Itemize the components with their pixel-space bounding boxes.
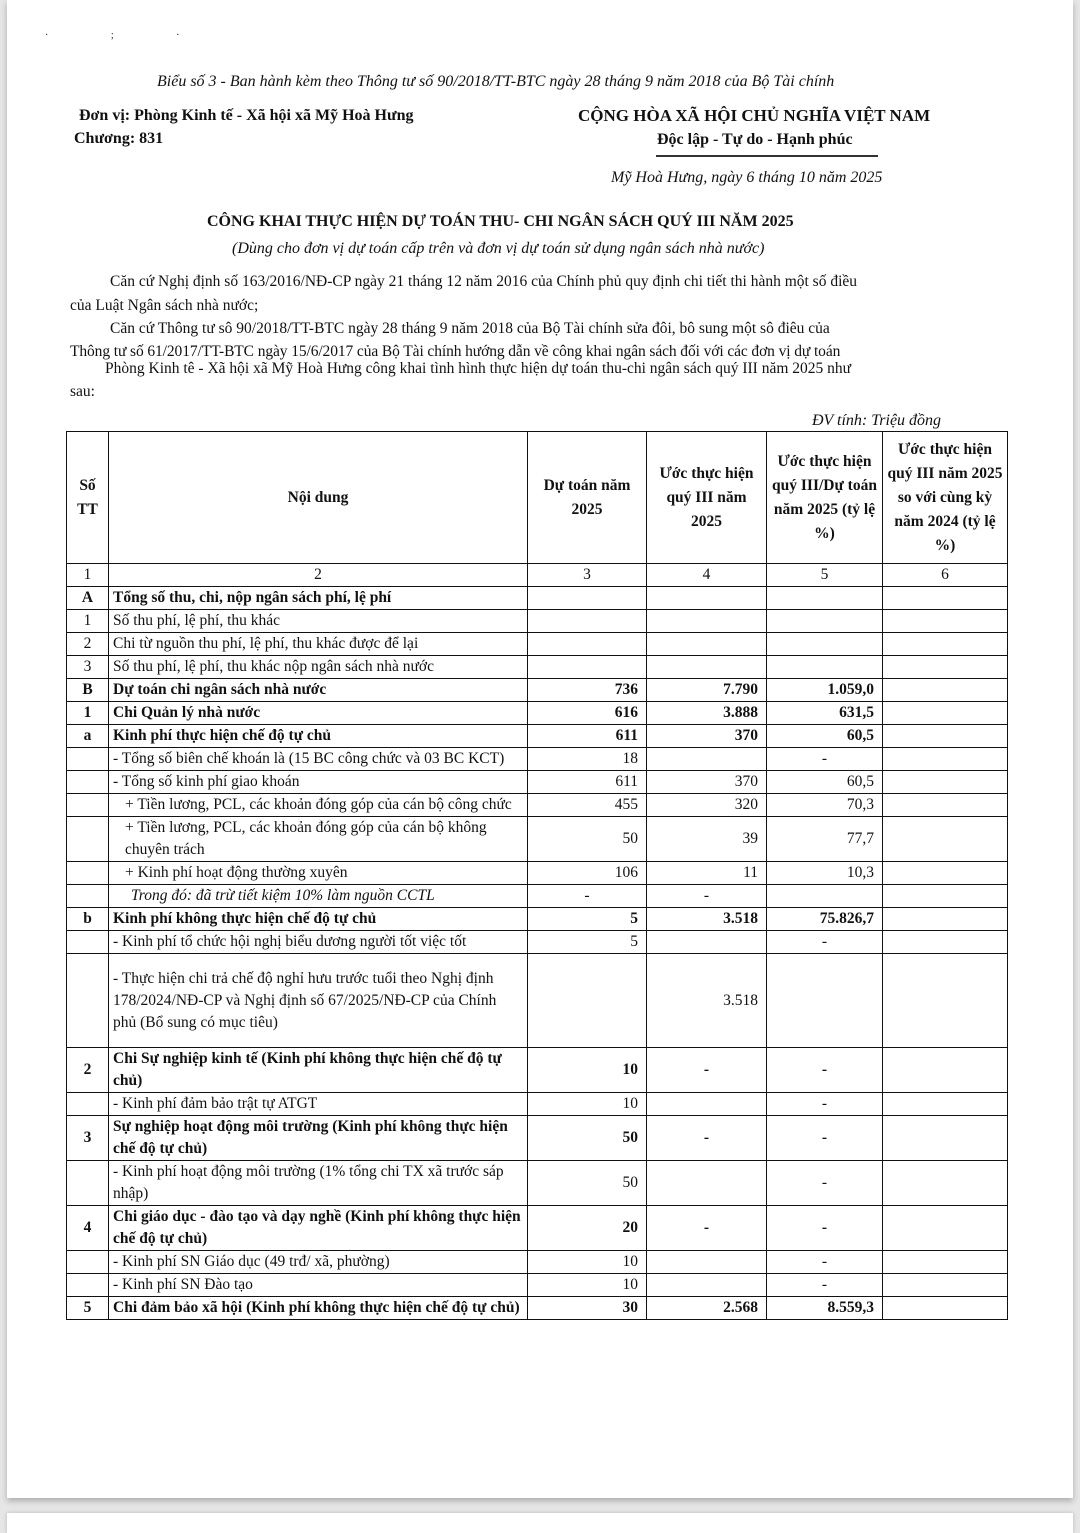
cell-ratio-budget: - bbox=[767, 1093, 883, 1116]
cell-content: + Kinh phí hoạt động thường xuyên bbox=[109, 862, 528, 885]
header-ratio-prev: Ước thực hiện quý III năm 2025 so với cùng kỳ năm 2024 (tỷ lệ %) bbox=[883, 432, 1008, 564]
cell-stt: 2 bbox=[67, 1048, 109, 1093]
table-row bbox=[67, 656, 1008, 679]
cell-ratio-prev bbox=[883, 1093, 1008, 1116]
cell-ratio-prev bbox=[883, 931, 1008, 954]
preamble-1-line-1: Căn cứ Nghị định số 163/2016/NĐ-CP ngày 21 tháng 12 năm 2016 của Chính phủ quy định chi tiết thi hành một số điều bbox=[110, 273, 858, 290]
cell-stt bbox=[67, 862, 109, 885]
cell-stt: b bbox=[67, 908, 109, 931]
cell-budget: - bbox=[528, 885, 647, 908]
table-row bbox=[67, 908, 1008, 931]
table-row bbox=[67, 817, 1008, 862]
cell-content: - Kinh phí SN Giáo dục (49 trđ/ xã, phường) bbox=[109, 1251, 528, 1274]
cell-ratio-prev bbox=[883, 633, 1008, 656]
cell-estimate: 11 bbox=[647, 862, 767, 885]
cell-ratio-budget: 77,7 bbox=[767, 817, 883, 862]
cell-budget bbox=[528, 954, 647, 1048]
form-note: Biểu số 3 - Ban hành kèm theo Thông tư số 90/2018/TT-BTC ngày 28 tháng 9 năm 2018 của Bộ Tài chính bbox=[157, 73, 835, 90]
column-number: 5 bbox=[767, 564, 883, 587]
cell-estimate: 2.568 bbox=[647, 1297, 767, 1320]
cell-stt: 3 bbox=[67, 1116, 109, 1161]
cell-ratio-prev bbox=[883, 954, 1008, 1048]
cell-ratio-budget: 8.559,3 bbox=[767, 1297, 883, 1320]
next-page-edge bbox=[7, 1513, 1073, 1533]
motto-underline bbox=[656, 155, 878, 157]
cell-content: Chi giáo dục - đào tạo và dạy nghề (Kinh phí không thực hiện chế độ tự chủ) bbox=[109, 1206, 528, 1251]
cell-ratio-budget bbox=[767, 885, 883, 908]
cell-estimate: - bbox=[647, 885, 767, 908]
cell-estimate bbox=[647, 633, 767, 656]
cell-ratio-prev bbox=[883, 862, 1008, 885]
cell-content: Chi Sự nghiệp kinh tế (Kinh phí không thực hiện chế độ tự chủ) bbox=[109, 1048, 528, 1093]
cell-ratio-prev bbox=[883, 885, 1008, 908]
cell-ratio-prev bbox=[883, 1206, 1008, 1251]
cell-stt bbox=[67, 954, 109, 1048]
cell-estimate: - bbox=[647, 1116, 767, 1161]
cell-ratio-prev bbox=[883, 725, 1008, 748]
column-number: 3 bbox=[528, 564, 647, 587]
cell-budget: 616 bbox=[528, 702, 647, 725]
cell-ratio-budget bbox=[767, 954, 883, 1048]
header-stt: Số TT bbox=[67, 432, 109, 564]
cell-ratio-budget: 10,3 bbox=[767, 862, 883, 885]
cell-content: Tổng số thu, chi, nộp ngân sách phí, lệ phí bbox=[109, 587, 528, 610]
cell-ratio-budget: - bbox=[767, 1206, 883, 1251]
cell-ratio-budget bbox=[767, 656, 883, 679]
cell-content: + Tiền lương, PCL, các khoản đóng góp của cán bộ công chức bbox=[109, 794, 528, 817]
table-row bbox=[67, 1116, 1008, 1161]
preamble-2-line-2: Thông tư số 61/2017/TT-BTC ngày 15/6/2017 của Bộ Tài chính hướng dẫn về công khai ngân sách đối với các đơn vị dự toán bbox=[70, 343, 841, 360]
header-content: Nội dung bbox=[109, 432, 528, 564]
cell-estimate: 3.518 bbox=[647, 954, 767, 1048]
cell-stt bbox=[67, 1093, 109, 1116]
cell-budget: 30 bbox=[528, 1297, 647, 1320]
table-row bbox=[67, 1297, 1008, 1320]
cell-stt bbox=[67, 771, 109, 794]
table-row bbox=[67, 1251, 1008, 1274]
cell-content: - Tổng số biên chế khoán là (15 BC công chức và 03 BC KCT) bbox=[109, 748, 528, 771]
unit-name: Đơn vị: Phòng Kinh tế - Xã hội xã Mỹ Hoà Hưng bbox=[79, 107, 414, 124]
cell-estimate: 39 bbox=[647, 817, 767, 862]
cell-ratio-prev bbox=[883, 1161, 1008, 1206]
cell-ratio-prev bbox=[883, 702, 1008, 725]
cell-estimate: - bbox=[647, 1206, 767, 1251]
preamble-1-line-2: của Luật Ngân sách nhà nước; bbox=[70, 297, 259, 314]
table-row bbox=[67, 1093, 1008, 1116]
cell-ratio-budget: 60,5 bbox=[767, 771, 883, 794]
cell-estimate: 370 bbox=[647, 771, 767, 794]
national-motto: Độc lập - Tự do - Hạnh phúc bbox=[657, 131, 853, 148]
cell-ratio-prev bbox=[883, 656, 1008, 679]
cell-content: - Kinh phí hoạt động môi trường (1% tổng chi TX xã trước sáp nhập) bbox=[109, 1161, 528, 1206]
table-row bbox=[67, 610, 1008, 633]
cell-budget: 455 bbox=[528, 794, 647, 817]
table-row bbox=[67, 679, 1008, 702]
cell-estimate: 3.888 bbox=[647, 702, 767, 725]
cell-stt bbox=[67, 794, 109, 817]
cell-estimate bbox=[647, 1251, 767, 1274]
cell-content: Trong đó: đã trừ tiết kiệm 10% làm nguồn CCTL bbox=[109, 885, 528, 908]
table-row bbox=[67, 931, 1008, 954]
cell-stt: 4 bbox=[67, 1206, 109, 1251]
cell-content: - Kinh phí đảm bảo trật tự ATGT bbox=[109, 1093, 528, 1116]
table-row bbox=[67, 862, 1008, 885]
cell-content: - Thực hiện chi trả chế độ nghỉ hưu trước tuổi theo Nghị định 178/2024/NĐ-CP và Nghị định số 67/2025/NĐ-CP của Chính phủ (Bổ sung có mục tiêu) bbox=[109, 954, 528, 1048]
cell-ratio-budget bbox=[767, 610, 883, 633]
cell-ratio-budget: - bbox=[767, 931, 883, 954]
cell-content: Số thu phí, lệ phí, thu khác bbox=[109, 610, 528, 633]
chapter-code: Chương: 831 bbox=[74, 130, 164, 147]
cell-ratio-budget: - bbox=[767, 1048, 883, 1093]
cell-estimate: - bbox=[647, 1048, 767, 1093]
cell-budget: 50 bbox=[528, 1116, 647, 1161]
header-ratio-budget: Ước thực hiện quý III/Dự toán năm 2025 (tỷ lệ %) bbox=[767, 432, 883, 564]
column-number-row bbox=[67, 564, 1008, 587]
cell-ratio-budget: - bbox=[767, 748, 883, 771]
cell-content: Kinh phí thực hiện chế độ tự chủ bbox=[109, 725, 528, 748]
cell-content: Sự nghiệp hoạt động môi trường (Kinh phí không thực hiện chế độ tự chủ) bbox=[109, 1116, 528, 1161]
cell-stt bbox=[67, 885, 109, 908]
cell-content: - Kinh phí tổ chức hội nghị biểu dương người tốt việc tốt bbox=[109, 931, 528, 954]
cell-ratio-prev bbox=[883, 1251, 1008, 1274]
cell-ratio-prev bbox=[883, 610, 1008, 633]
scan-specks: · ; · bbox=[45, 30, 210, 41]
cell-estimate bbox=[647, 587, 767, 610]
cell-stt: 5 bbox=[67, 1297, 109, 1320]
cell-budget bbox=[528, 587, 647, 610]
cell-ratio-prev bbox=[883, 817, 1008, 862]
cell-ratio-prev bbox=[883, 794, 1008, 817]
table-row bbox=[67, 587, 1008, 610]
cell-estimate bbox=[647, 610, 767, 633]
cell-estimate bbox=[647, 656, 767, 679]
cell-content: Dự toán chi ngân sách nhà nước bbox=[109, 679, 528, 702]
cell-budget: 20 bbox=[528, 1206, 647, 1251]
cell-budget: 50 bbox=[528, 1161, 647, 1206]
cell-budget: 50 bbox=[528, 817, 647, 862]
cell-content: Chi đảm bảo xã hội (Kinh phí không thực hiện chế độ tự chủ) bbox=[109, 1297, 528, 1320]
cell-ratio-prev bbox=[883, 748, 1008, 771]
cell-ratio-budget: - bbox=[767, 1161, 883, 1206]
cell-ratio-budget: - bbox=[767, 1274, 883, 1297]
cell-content: - Kinh phí SN Đào tạo bbox=[109, 1274, 528, 1297]
column-number: 6 bbox=[883, 564, 1008, 587]
table-row bbox=[67, 794, 1008, 817]
cell-budget bbox=[528, 656, 647, 679]
cell-stt bbox=[67, 1251, 109, 1274]
cell-budget: 736 bbox=[528, 679, 647, 702]
cell-content: + Tiền lương, PCL, các khoản đóng góp của cán bộ không chuyên trách bbox=[109, 817, 528, 862]
table-row bbox=[67, 633, 1008, 656]
cell-ratio-prev bbox=[883, 908, 1008, 931]
table-row bbox=[67, 1048, 1008, 1093]
column-number: 4 bbox=[647, 564, 767, 587]
cell-estimate: 320 bbox=[647, 794, 767, 817]
cell-ratio-budget bbox=[767, 587, 883, 610]
cell-estimate: 3.518 bbox=[647, 908, 767, 931]
cell-budget: 10 bbox=[528, 1251, 647, 1274]
table-body bbox=[67, 587, 1008, 1320]
cell-ratio-budget: 60,5 bbox=[767, 725, 883, 748]
cell-budget: 106 bbox=[528, 862, 647, 885]
table-row bbox=[67, 885, 1008, 908]
table-row bbox=[67, 725, 1008, 748]
header-budget: Dự toán năm 2025 bbox=[528, 432, 647, 564]
cell-content: Chi từ nguồn thu phí, lệ phí, thu khác được để lại bbox=[109, 633, 528, 656]
cell-ratio-prev bbox=[883, 1297, 1008, 1320]
cell-ratio-prev bbox=[883, 587, 1008, 610]
cell-budget: 10 bbox=[528, 1093, 647, 1116]
table-row bbox=[67, 1206, 1008, 1251]
cell-stt: 1 bbox=[67, 610, 109, 633]
cell-estimate bbox=[647, 1093, 767, 1116]
cell-estimate: 370 bbox=[647, 725, 767, 748]
cell-stt: a bbox=[67, 725, 109, 748]
cell-stt: 3 bbox=[67, 656, 109, 679]
preamble-3-line-2: sau: bbox=[70, 383, 95, 400]
place-date: Mỹ Hoà Hưng, ngày 6 tháng 10 năm 2025 bbox=[611, 169, 883, 186]
preamble-2-line-1: Căn cứ Thông tư sô 90/2018/TT-BTC ngày 28 tháng 9 năm 2018 của Bộ Tài chính sửa đôi, bô sung một sô điêu của bbox=[110, 320, 830, 337]
table-row bbox=[67, 1274, 1008, 1297]
cell-ratio-budget: 631,5 bbox=[767, 702, 883, 725]
cell-budget bbox=[528, 633, 647, 656]
cell-budget: 18 bbox=[528, 748, 647, 771]
table-header-row bbox=[67, 432, 1008, 564]
cell-ratio-prev bbox=[883, 1274, 1008, 1297]
document-title: CÔNG KHAI THỰC HIỆN DỰ TOÁN THU- CHI NGÂN SÁCH QUÝ III NĂM 2025 bbox=[207, 213, 794, 230]
cell-budget: 5 bbox=[528, 931, 647, 954]
cell-ratio-prev bbox=[883, 1116, 1008, 1161]
column-number: 1 bbox=[67, 564, 109, 587]
document-subtitle: (Dùng cho đơn vị dự toán cấp trên và đơn vị dự toán sử dụng ngân sách nhà nước) bbox=[232, 240, 765, 257]
cell-budget: 611 bbox=[528, 771, 647, 794]
cell-ratio-budget: - bbox=[767, 1251, 883, 1274]
cell-budget: 10 bbox=[528, 1274, 647, 1297]
table-row bbox=[67, 954, 1008, 1048]
cell-content: Chi Quản lý nhà nước bbox=[109, 702, 528, 725]
cell-estimate bbox=[647, 748, 767, 771]
cell-ratio-budget: 1.059,0 bbox=[767, 679, 883, 702]
cell-estimate bbox=[647, 931, 767, 954]
cell-stt: 2 bbox=[67, 633, 109, 656]
cell-budget bbox=[528, 610, 647, 633]
cell-stt bbox=[67, 1274, 109, 1297]
cell-content: Số thu phí, lệ phí, thu khác nộp ngân sách nhà nước bbox=[109, 656, 528, 679]
table-row bbox=[67, 702, 1008, 725]
cell-estimate: 7.790 bbox=[647, 679, 767, 702]
cell-budget: 10 bbox=[528, 1048, 647, 1093]
cell-budget: 611 bbox=[528, 725, 647, 748]
header-estimate: Ước thực hiện quý III năm 2025 bbox=[647, 432, 767, 564]
table-row bbox=[67, 748, 1008, 771]
unit-label: ĐV tính: Triệu đồng bbox=[812, 412, 942, 429]
budget-table bbox=[66, 431, 1008, 1320]
cell-stt bbox=[67, 1161, 109, 1206]
cell-stt bbox=[67, 931, 109, 954]
cell-estimate bbox=[647, 1274, 767, 1297]
cell-budget: 5 bbox=[528, 908, 647, 931]
cell-estimate bbox=[647, 1161, 767, 1206]
column-number: 2 bbox=[109, 564, 528, 587]
cell-ratio-prev bbox=[883, 771, 1008, 794]
cell-ratio-prev bbox=[883, 679, 1008, 702]
preamble-3-line-1: Phòng Kinh tê - Xã hội xã Mỹ Hoà Hưng công khai tình hình thực hiện dự toán thu-chi ngân sách quý III năm 2025 như bbox=[105, 360, 852, 377]
table-row bbox=[67, 771, 1008, 794]
table-row bbox=[67, 1161, 1008, 1206]
cell-ratio-budget: 70,3 bbox=[767, 794, 883, 817]
cell-stt: 1 bbox=[67, 702, 109, 725]
cell-stt: A bbox=[67, 587, 109, 610]
cell-stt: B bbox=[67, 679, 109, 702]
cell-ratio-budget: 75.826,7 bbox=[767, 908, 883, 931]
cell-ratio-budget bbox=[767, 633, 883, 656]
cell-ratio-prev bbox=[883, 1048, 1008, 1093]
cell-stt bbox=[67, 748, 109, 771]
cell-content: - Tổng số kinh phí giao khoán bbox=[109, 771, 528, 794]
cell-stt bbox=[67, 817, 109, 862]
cell-ratio-budget: - bbox=[767, 1116, 883, 1161]
cell-content: Kinh phí không thực hiện chế độ tự chủ bbox=[109, 908, 528, 931]
national-title: CỘNG HÒA XÃ HỘI CHỦ NGHĨA VIỆT NAM bbox=[578, 106, 931, 125]
